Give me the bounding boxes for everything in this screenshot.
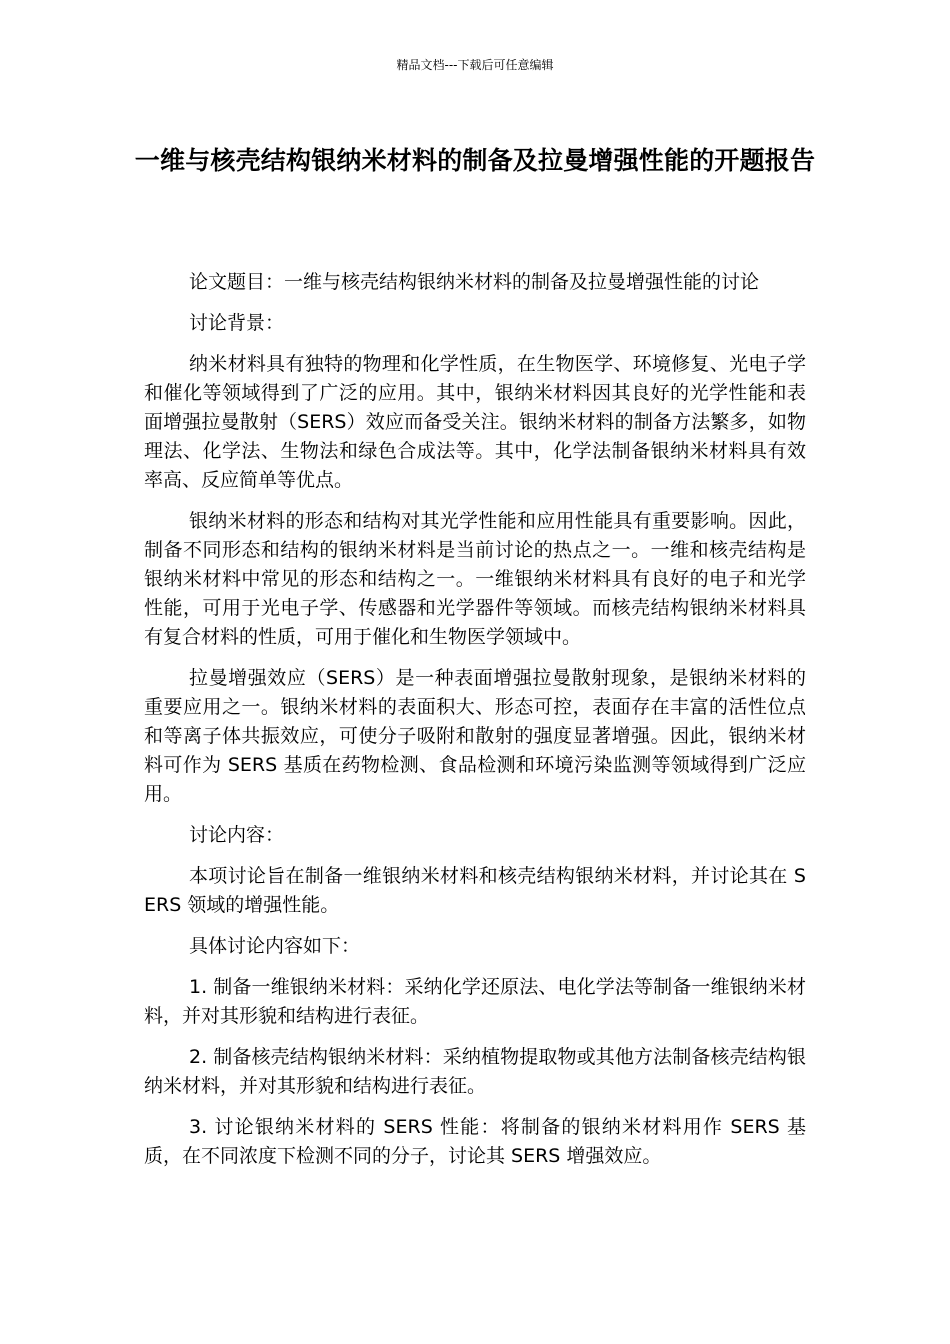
paragraph-background-1: 纳米材料具有独特的物理和化学性质，在生物医学、环境修复、光电子学和催化等领域得到了广泛的应用。其中，银纳米材料因其良好的光学性能和表面增强拉曼散射（SERS）效应而备受关注。银纳米材料的制备方法繁多，如物理法、化学法、生物法和绿色合成法等。其中，化学法制备银纳米材料具有效率高、反应简单等优点。: [144, 353, 806, 491]
paragraph-content-heading: 讨论内容：: [189, 824, 285, 846]
header-note: 精品文档---下载后可任意编辑: [396, 58, 554, 72]
page-title: 一维与核壳结构银纳米材料的制备及拉曼增强性能的开题报告: [134, 146, 816, 175]
paragraph-background-2: 银纳米材料的形态和结构对其光学性能和应用性能具有重要影响。因此，制备不同形态和结构的银纳米材料是当前讨论的热点之一。一维和核壳结构是银纳米材料中常见的形态和结构之一。一维银纳米材料具有良好的电子和光学性能，可用于光电子学、传感器和光学器件等领域。而核壳结构银纳米材料具有复合材料的性质，可用于催化和生物医学领域中。: [144, 510, 806, 648]
paragraph-background-3: 拉曼增强效应（SERS）是一种表面增强拉曼散射现象，是银纳米材料的重要应用之一。银纳米材料的表面积大、形态可控，表面存在丰富的活性位点和等离子体共振效应，可使分子吸附和散射的强度显著增强。因此，银纳米材料可作为 SERS 基质在药物检测、食品检测和环境污染监测等领域得到广泛应用。: [144, 667, 806, 805]
list-item-2: 2. 制备核壳结构银纳米材料：采纳植物提取物或其他方法制备核壳结构银纳米材料，并对其形貌和结构进行表征。: [144, 1046, 806, 1097]
paragraph-content-intro: 具体讨论内容如下：: [189, 935, 361, 957]
document-body: [144, 268, 806, 1183]
list-item-3: 3. 讨论银纳米材料的 SERS 性能：将制备的银纳米材料用作 SERS 基质，在不同浓度下检测不同的分子，讨论其 SERS 增强效应。: [144, 1116, 806, 1167]
list-item-1: 1. 制备一维银纳米材料：采纳化学还原法、电化学法等制备一维银纳米材料，并对其形貌和结构进行表征。: [144, 976, 806, 1027]
paragraph-background-heading: 讨论背景：: [189, 312, 285, 334]
paragraph-content-aim: 本项讨论旨在制备一维银纳米材料和核壳结构银纳米材料，并讨论其在 SERS 领域的增强性能。: [144, 865, 806, 916]
paragraph-thesis-title: 论文题目：一维与核壳结构银纳米材料的制备及拉曼增强性能的讨论: [189, 271, 760, 293]
